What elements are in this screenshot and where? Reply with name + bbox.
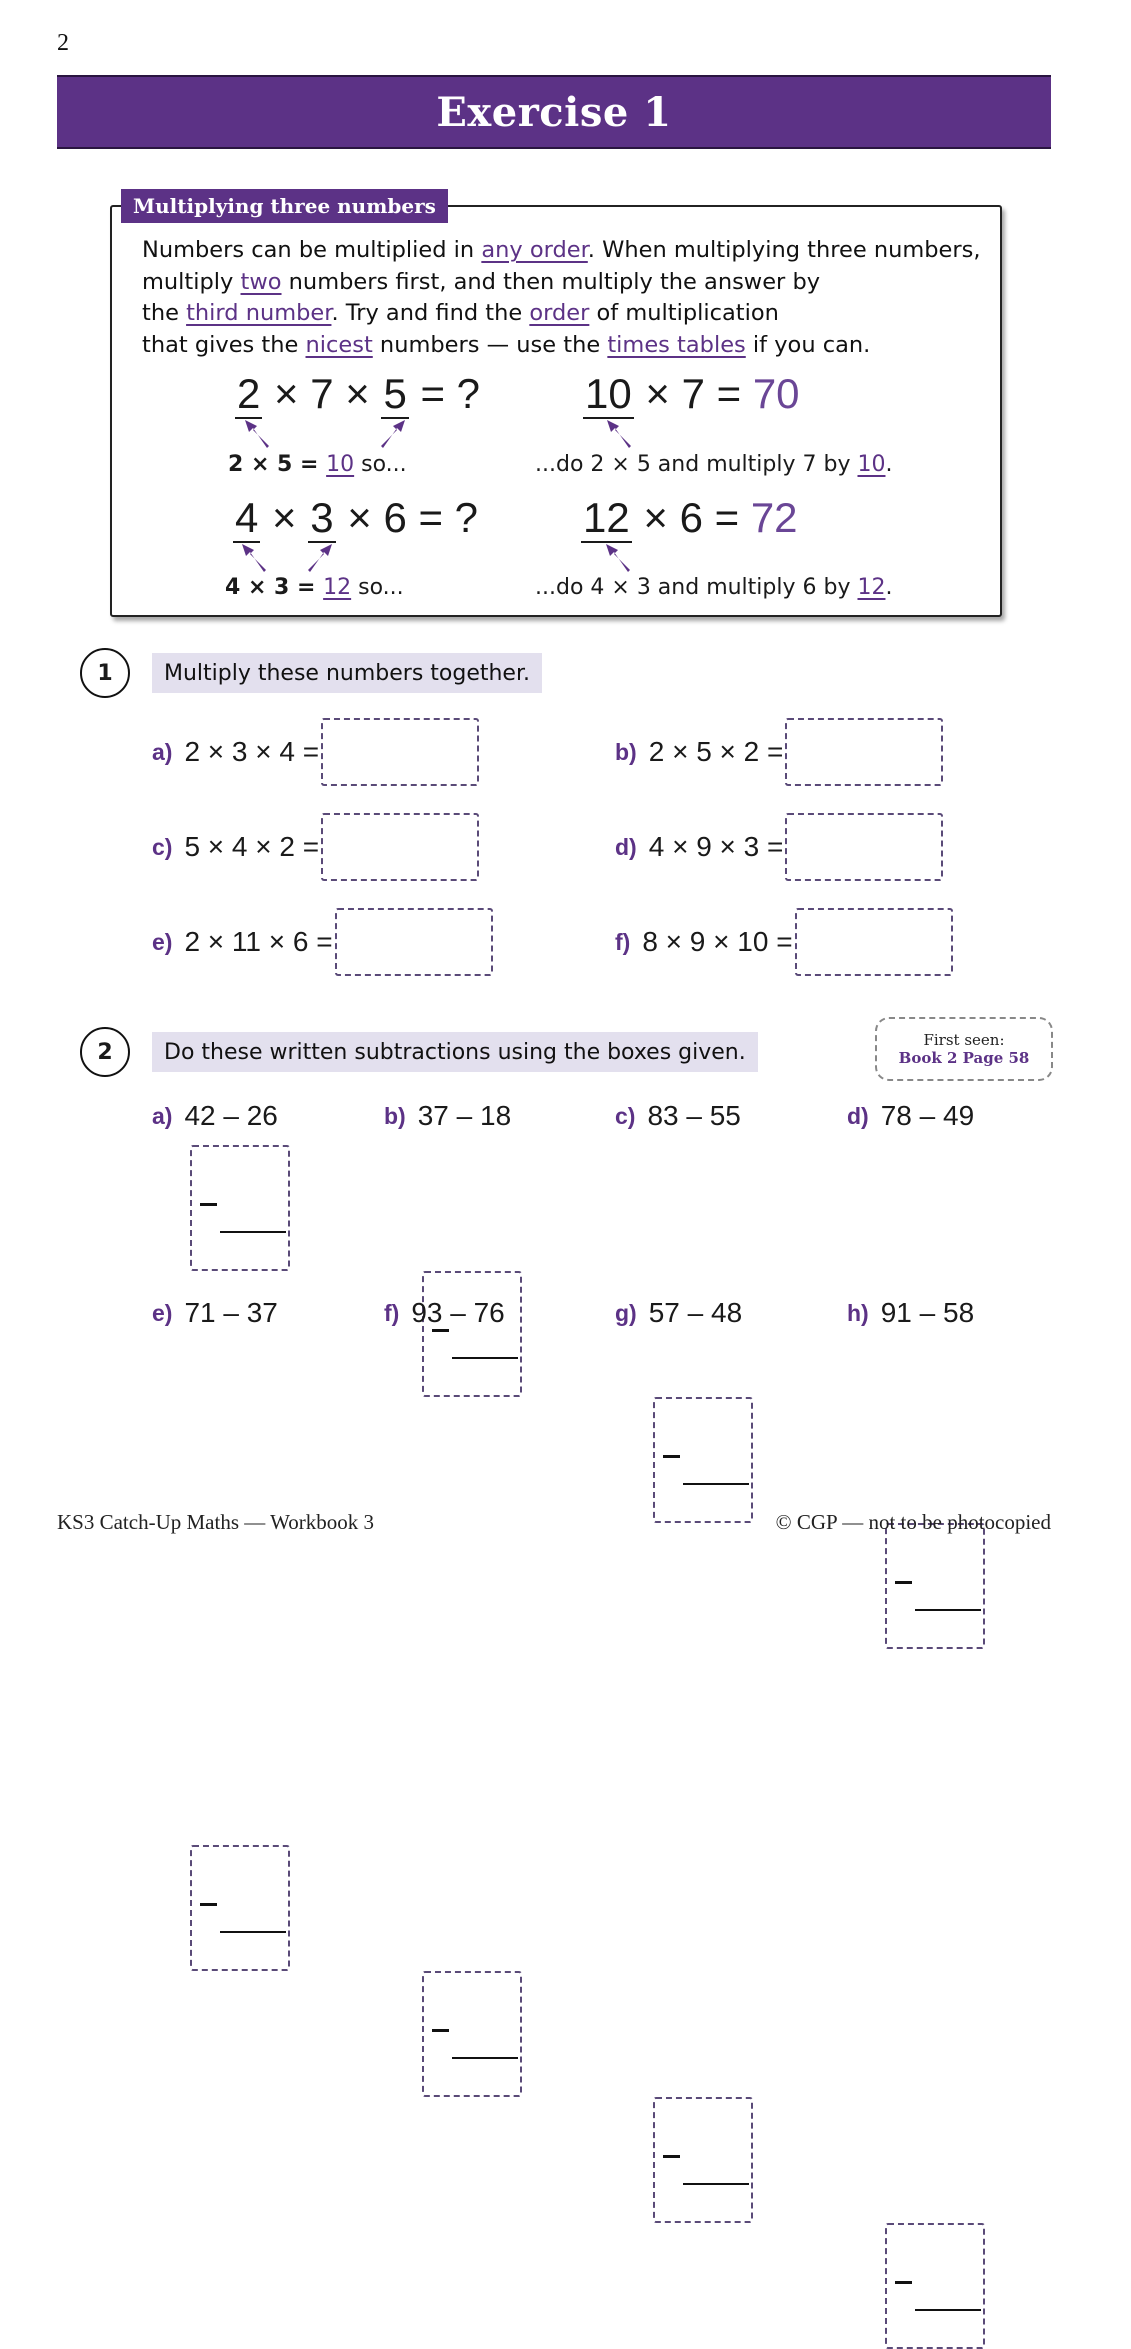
q2-item-e: e) 71 – 37 — [152, 1297, 278, 1328]
keyword-any-order: any order — [481, 237, 588, 263]
subtraction-box-c[interactable] — [653, 1397, 753, 1523]
subtraction-box-f[interactable] — [422, 1971, 522, 2097]
answer-line — [915, 1609, 981, 1611]
keyword-third-number: third number — [186, 300, 332, 326]
q1-item-f: f) 8 × 9 × 10 = — [615, 908, 953, 976]
q2-item-a: a) 42 – 26 — [152, 1100, 278, 1131]
arrow-up-right-icon — [377, 418, 407, 448]
example-2-result: 12 × 6 = 72 — [583, 494, 798, 541]
minus-sign — [663, 2155, 680, 2158]
q1-item-c: c) 5 × 4 × 2 = — [152, 813, 479, 881]
footer-right: © CGP — not to be photocopied — [775, 1510, 1051, 1534]
keyword-two: two — [240, 268, 282, 295]
answer-box-e[interactable] — [335, 908, 493, 976]
info-box-text — [142, 235, 982, 361]
q2-item-b: b) 37 – 18 — [384, 1100, 512, 1131]
example-2-note-left: 4 × 3 = 12 so... — [225, 575, 404, 600]
footer-left: KS3 Catch-Up Maths — Workbook 3 — [57, 1510, 374, 1534]
exercise-title: Exercise 1 — [436, 88, 672, 136]
q2-item-h: h) 91 – 58 — [847, 1297, 975, 1328]
q1-item-b: b) 2 × 5 × 2 = — [615, 718, 943, 786]
info-line-1: Numbers can be multiplied in any order. When multiplying three numbers, — [142, 237, 981, 263]
answer-line — [683, 1483, 749, 1485]
example-2-note-right: ...do 4 × 3 and multiply 6 by 12. — [535, 575, 893, 600]
info-box-tag: Multiplying three numbers — [121, 189, 448, 223]
q2-item-c: c) 83 – 55 — [615, 1100, 741, 1131]
keyword-nicest: nicest — [305, 331, 373, 358]
question-2-prompt: Do these written subtractions using the boxes given. — [152, 1032, 758, 1072]
answer-box-f[interactable] — [795, 908, 953, 976]
keyword-times-tables: times tables — [607, 331, 746, 358]
minus-sign — [895, 1581, 912, 1584]
info-line-4: that gives the nicest numbers — use the times tables if you can. — [142, 331, 871, 358]
subtraction-box-b[interactable] — [422, 1271, 522, 1397]
question-1-number: 1 — [80, 648, 130, 698]
answer-box-d[interactable] — [785, 813, 943, 881]
arrow-up-right-icon — [304, 542, 334, 572]
answer-box-a[interactable] — [321, 718, 479, 786]
subtraction-box-e[interactable] — [190, 1845, 290, 1971]
answer-line — [915, 2309, 981, 2311]
example-1-note-left: 2 × 5 = 10 so... — [228, 452, 407, 477]
minus-sign — [200, 1203, 217, 1206]
minus-sign — [895, 2281, 912, 2284]
subtraction-box-g[interactable] — [653, 2097, 753, 2223]
q1-item-a: a) 2 × 3 × 4 = — [152, 718, 479, 786]
subtraction-box-a[interactable] — [190, 1145, 290, 1271]
example-1-note-right: ...do 2 × 5 and multiply 7 by 10. — [535, 452, 893, 477]
q1-item-d: d) 4 × 9 × 3 = — [615, 813, 943, 881]
page-number: 2 — [57, 30, 69, 56]
minus-sign — [432, 1329, 449, 1332]
answer-line — [452, 2057, 518, 2059]
minus-sign — [663, 1455, 680, 1458]
subtraction-box-h[interactable] — [885, 2223, 985, 2349]
q2-item-d: d) 78 – 49 — [847, 1100, 975, 1131]
subtraction-box-d[interactable] — [885, 1523, 985, 1649]
question-1-prompt: Multiply these numbers together. — [152, 653, 542, 693]
answer-line — [220, 1931, 286, 1933]
q2-item-g: g) 57 – 48 — [615, 1297, 743, 1328]
q2-item-f: f) 93 – 76 — [384, 1297, 505, 1328]
answer-line — [220, 1231, 286, 1233]
minus-sign — [200, 1903, 217, 1906]
example-2-equation: 4 × 3 × 6 = ? — [235, 494, 479, 541]
answer-line — [683, 2183, 749, 2185]
answer-box-b[interactable] — [785, 718, 943, 786]
example-1-result: 10 × 7 = 70 — [585, 370, 800, 417]
minus-sign — [432, 2029, 449, 2032]
question-2-number: 2 — [80, 1027, 130, 1077]
exercise-title-bar — [57, 75, 1051, 149]
keyword-order: order — [529, 300, 590, 326]
first-seen-badge: First seen: Book 2 Page 58 — [875, 1017, 1053, 1081]
answer-line — [452, 1357, 518, 1359]
answer-box-c[interactable] — [321, 813, 479, 881]
info-line-3: the third number. Try and find the order of multiplication — [142, 300, 779, 326]
arrow-up-left-icon — [243, 418, 273, 448]
arrow-up-left-icon — [240, 542, 270, 572]
q1-item-e: e) 2 × 11 × 6 = — [152, 908, 493, 976]
info-line-2: multiply two numbers first, and then multiply the answer by — [142, 268, 821, 295]
example-1-equation: 2 × 7 × 5 = ? — [237, 370, 481, 417]
arrow-up-left-icon — [604, 542, 634, 572]
arrow-up-left-icon — [605, 418, 635, 448]
